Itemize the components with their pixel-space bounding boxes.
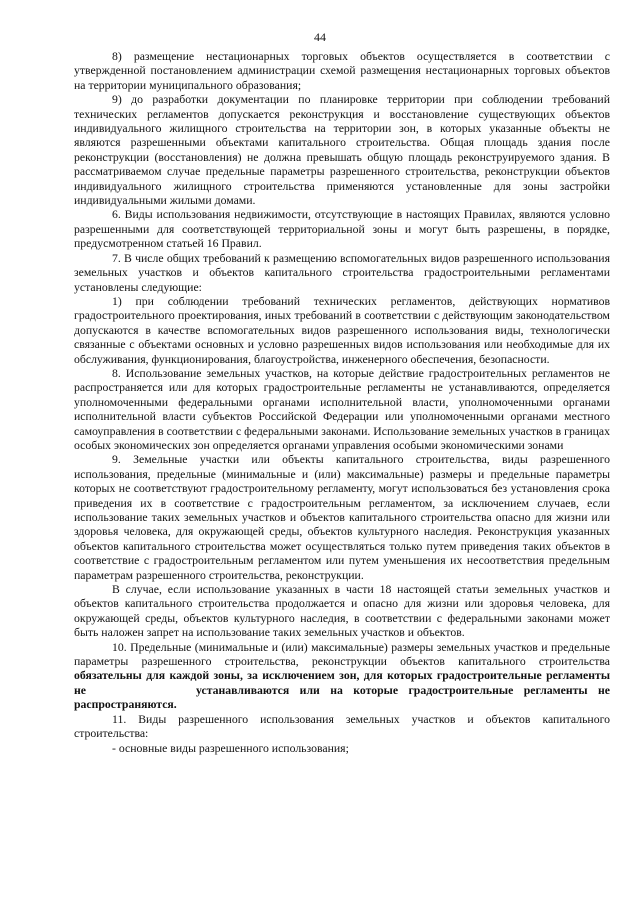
paragraph-9-non-compliant: 9. Земельные участки или объекты капитального строительства, виды разрешенного использования, предельные (минимальные и (или) максимальные) размеры и предельные параметры которых не соответствуют градостроительному регламенту, могут использоваться без установления срока приведения их в соответствие с градостроительным регламентом, за исключением случаев, если использование таких земельных участков и объектов капитального строительства опасно для жизни или здоровья человека, для окружающей среды, объектов культурного наследия. Реконструкция указанных объектов капитального строительства может осуществляться только путем приведения таких объектов в соответствие с градостроительным регламентом или путем уменьшения их несоответствия предельным параметрам разрешенного строительства, реконструкции.: [74, 453, 610, 582]
paragraph-9-prohibition: В случае, если использование указанных в части 18 настоящей статьи земельных участков и объектов капитального строительства продолжается и опасно для жизни или здоровья человека, для окружающей среды, объектов культурного наследия, в соответствии с федеральными законами может быть наложен запрет на использование таких земельных участков и объектов.: [74, 583, 610, 640]
paragraph-10-bold-text-a: обязательны для каждой зоны, за исключением зон, для которых градостроительные регламенты не: [74, 669, 610, 697]
paragraph-7-1-regulations: 1) при соблюдении требований технических регламентов, действующих нормативов градостроительного проектирования, иных требований в соответствии с действующим законодательством допускаются в качестве вспомогательных видов разрешенного использования виды, технологически связанные с объектами основных и условно разрешенных видов использования или необходимые для их обслуживания, функционирования, благоустройства, инженерного обеспечения, безопасности.: [74, 294, 610, 366]
paragraph-8-nonstationary: 8) размещение нестационарных торговых объектов осуществляется в соответствии с утвержденной постановлением администрации схемой размещения нестационарных торговых объектов на территории муниципального образования;: [74, 50, 610, 92]
paragraph-9-reconstruction: 9) до разработки документации по планировке территории при соблюдении требований технических регламентов допускается реконструкция и восстановление существующих объектов индивидуального жилищного строительства на территории зон, в которых указанные объекты не являются разрешенными объектами капитального строительства. Общая площадь здания после реконструкции (восстановления) не должна превышать общую площадь реконструируемого здания. В рассматриваемом случае предельные параметры разрешенного строительства, реконструкции объектов индивидуального жилищного строительства применяются установленные для зоны застройки индивидуальными жилыми домами.: [74, 93, 610, 208]
paragraph-10-limits: [74, 641, 610, 713]
paragraph-8-land-use: 8. Использование земельных участков, на которые действие градостроительных регламентов не распространяется или для которых градостроительные регламенты не устанавливаются, определяется уполномоченными федеральными органами исполнительной власти, уполномоченными органами исполнительной власти субъектов Российской Федерации или уполномоченными органами местного самоуправления в соответствии с федеральными законами. Использование земельных участков в границах особых экономических зон определяется органами управления особыми экономическими зонами: [74, 366, 610, 452]
page-number: 44: [314, 30, 326, 44]
paragraph-10-normal-text: 10. Предельные (минимальные и (или) максимальные) размеры земельных участков и предельные параметры разрешенного строительства, реконструкции объектов капитального строительства: [74, 640, 610, 669]
paragraph-7-requirements: 7. В числе общих требований к размещению вспомогательных видов разрешенного использования земельных участков и объектов капитального строительства градостроительными регламентами установлены следующие:: [74, 251, 610, 294]
paragraph-10-bold-text-b: устанавливаются или на которые градостроительные регламенты не распространяются.: [74, 683, 610, 712]
paragraph-11-list-item: - основные виды разрешенного использования;: [112, 741, 349, 755]
paragraph-6-usage-types: 6. Виды использования недвижимости, отсутствующие в настоящих Правилах, являются условно разрешенными для соответствующей территориальной зоны и могут быть разрешены, в порядке, предусмотренном статьей 16 Правил.: [74, 208, 610, 251]
paragraph-11-usage-types: 11. Виды разрешенного использования земельных участков и объектов капитального строительства:: [74, 712, 610, 741]
document-body: [74, 50, 610, 756]
